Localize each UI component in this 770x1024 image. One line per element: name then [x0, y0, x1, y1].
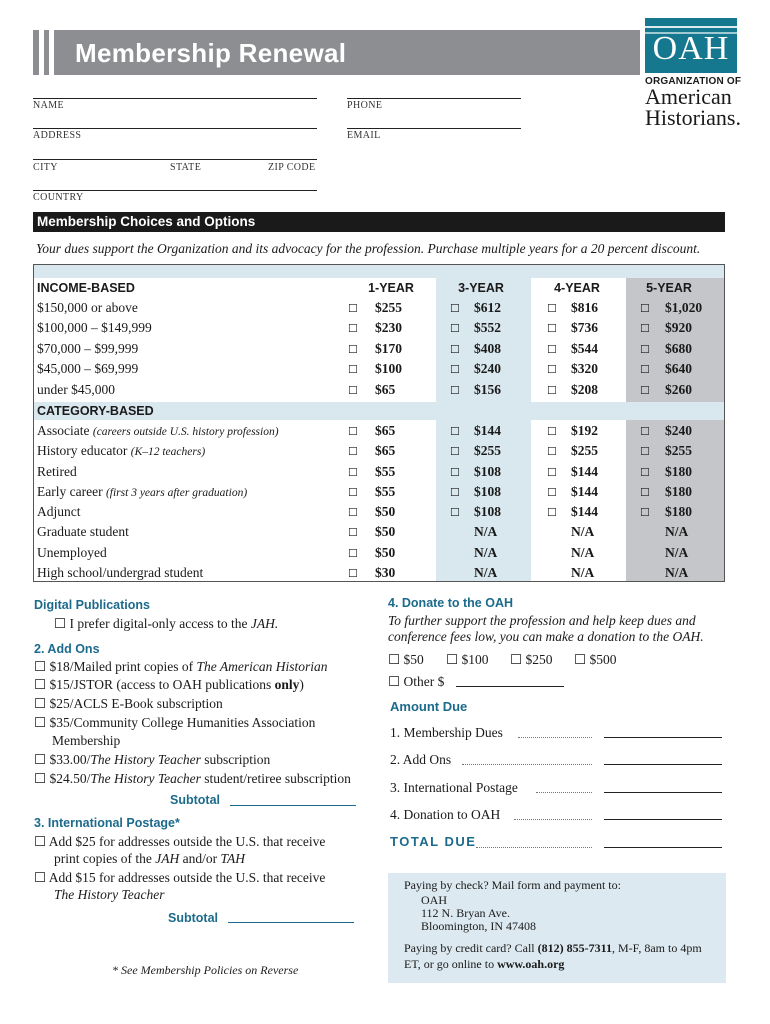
- price-cell: $255: [375, 300, 402, 315]
- intl-jah: JAH: [155, 851, 180, 866]
- checkbox-income-3-2[interactable]: ☐: [547, 364, 557, 376]
- checkbox-category-2-0[interactable]: ☐: [348, 467, 358, 479]
- intro-text: Your dues support the Organization and its advocacy for the profession. Purchase multiple years for a 20 percent discount.: [36, 241, 701, 256]
- addon-text: ): [299, 677, 304, 692]
- checkbox-category-2-2[interactable]: ☐: [547, 467, 557, 479]
- checkbox-category-4-0[interactable]: ☐: [348, 507, 358, 519]
- policies-footnote: * See Membership Policies on Reverse: [112, 963, 299, 977]
- addon-history-teacher[interactable]: [34, 752, 270, 768]
- price-cell: $144: [571, 484, 598, 499]
- intl-postage-heading: 3. International Postage*: [34, 816, 180, 830]
- intl-subtotal-label: Subtotal: [168, 911, 218, 925]
- price-cell: $50: [375, 524, 396, 539]
- price-cell: $144: [571, 504, 598, 519]
- title-stripe: [49, 30, 54, 75]
- digital-option-jah: JAH.: [250, 616, 279, 631]
- addon-text: ☐ $24.50/: [34, 771, 91, 786]
- leader-dots: [476, 847, 592, 848]
- checkbox-category-1-0[interactable]: ☐: [348, 446, 358, 458]
- addon-only: only: [274, 677, 300, 692]
- price-na: N/A: [474, 565, 498, 580]
- mail-address-line3: Bloomington, IN 47408: [421, 919, 537, 933]
- price-cell: $255: [571, 443, 598, 458]
- website-link[interactable]: www.oah.org: [497, 957, 565, 971]
- row-label-text: History educator: [37, 443, 128, 458]
- price-cell: $552: [474, 320, 501, 335]
- price-cell: $255: [474, 443, 501, 458]
- checkbox-income-2-1[interactable]: ☐: [450, 344, 460, 356]
- row-label-income-0: [37, 300, 138, 316]
- price-cell: $55: [375, 484, 396, 499]
- phone-field[interactable]: [347, 98, 521, 99]
- row-label-text: Unemployed: [37, 545, 107, 560]
- addon-text: student/retiree subscription: [200, 771, 351, 786]
- row-label-category-3: [37, 484, 247, 500]
- checkbox-income-4-2[interactable]: ☐: [547, 385, 557, 397]
- intl-text: and/or: [179, 851, 221, 866]
- row-label-note: (first 3 years after graduation): [105, 487, 248, 499]
- checkbox-category-4-1[interactable]: ☐: [450, 507, 460, 519]
- leader-dots: [514, 819, 592, 820]
- donate-heading: 4. Donate to the OAH: [388, 596, 514, 610]
- checkbox-income-3-0[interactable]: ☐: [348, 364, 358, 376]
- intl-postage-total-label: 3. International Postage: [390, 780, 518, 795]
- donation-total-label: 4. Donation to OAH: [390, 807, 501, 822]
- city-state-zip-field[interactable]: [33, 159, 317, 160]
- addon-acls[interactable]: ☐ $25/ACLS E-Book subscription: [34, 696, 223, 711]
- phone-label: PHONE: [347, 100, 383, 111]
- donate-text-line2: conference fees low, you can make a donation to the OAH.: [388, 629, 704, 644]
- donate-option-250[interactable]: ☐ $250: [510, 652, 553, 667]
- donate-other-field[interactable]: [456, 686, 564, 687]
- row-label-text: Retired: [37, 464, 77, 479]
- digital-option-text: ☐ I prefer digital-only access to the: [54, 616, 251, 631]
- row-label-text: Early career: [37, 484, 103, 499]
- checkbox-income-1-1[interactable]: ☐: [450, 323, 460, 335]
- state-label: STATE: [170, 162, 202, 173]
- intl-tah: TAH: [220, 851, 245, 866]
- price-na: N/A: [474, 545, 498, 560]
- zip-label: ZIP CODE: [268, 162, 316, 173]
- leader-dots: [518, 737, 592, 738]
- checkbox-category-0-1[interactable]: ☐: [450, 426, 460, 438]
- checkbox-category-3-1[interactable]: ☐: [450, 487, 460, 499]
- price-cell: $230: [375, 320, 402, 335]
- add-ons-total-field[interactable]: [604, 764, 722, 765]
- address-field[interactable]: [33, 128, 317, 129]
- price-cell: $260: [665, 382, 692, 397]
- email-field[interactable]: [347, 128, 521, 129]
- addon-text: ☐ $33.00/: [34, 752, 91, 767]
- price-na: N/A: [665, 565, 689, 580]
- addons-subtotal-label: Subtotal: [170, 793, 220, 807]
- add-ons-heading: 2. Add Ons: [34, 642, 100, 656]
- category-based-heading: CATEGORY-BASED: [37, 404, 154, 418]
- name-field[interactable]: [33, 98, 317, 99]
- checkbox-income-0-3[interactable]: ☐: [640, 303, 650, 315]
- row-label-category-5: [37, 524, 129, 540]
- addon-title: The American Historian: [196, 659, 328, 674]
- price-cell: $108: [474, 464, 501, 479]
- intl-option-25[interactable]: ☐ Add $25 for addresses outside the U.S. that receive: [34, 834, 326, 849]
- checkbox-income-1-2[interactable]: ☐: [547, 323, 557, 335]
- price-cell: $208: [571, 382, 598, 397]
- city-label: CITY: [33, 162, 58, 173]
- row-label-category-2: [37, 464, 77, 480]
- donate-text-line1: To further support the profession and help keep dues and: [388, 613, 696, 628]
- logo-historians: Historians.: [645, 105, 741, 130]
- row-label-category-1: [37, 443, 205, 459]
- checkbox-category-3-0[interactable]: ☐: [348, 487, 358, 499]
- checkbox-category-7-0[interactable]: ☐: [348, 568, 358, 580]
- price-na: N/A: [571, 545, 595, 560]
- checkbox-income-4-0[interactable]: ☐: [348, 385, 358, 397]
- price-cell: $108: [474, 484, 501, 499]
- price-cell: $640: [665, 361, 692, 376]
- donate-option-50[interactable]: ☐ $50: [388, 652, 424, 667]
- checkbox-category-4-2[interactable]: ☐: [547, 507, 557, 519]
- intl-postage-total-field[interactable]: [604, 792, 722, 793]
- price-cell: $170: [375, 341, 402, 356]
- checkbox-income-0-2[interactable]: ☐: [547, 303, 557, 315]
- mail-address-line2: 112 N. Bryan Ave.: [421, 906, 510, 920]
- price-cell: $100: [375, 361, 402, 376]
- row-label-income-3: [37, 361, 138, 377]
- checkbox-category-3-3[interactable]: ☐: [640, 487, 650, 499]
- checkbox-category-3-2[interactable]: ☐: [547, 487, 557, 499]
- price-cell: $680: [665, 341, 692, 356]
- check-instructions: Paying by check? Mail form and payment to:: [404, 878, 621, 892]
- title-stripe: [39, 30, 44, 75]
- price-cell: $612: [474, 300, 501, 315]
- checkbox-income-2-0[interactable]: ☐: [348, 344, 358, 356]
- addon-history-teacher-student[interactable]: [34, 771, 351, 787]
- row-label-note: (K–12 teachers): [130, 446, 206, 458]
- price-na: N/A: [571, 524, 595, 539]
- addon-text: ☐ $18/Mailed print copies of: [34, 659, 197, 674]
- checkbox-income-4-3[interactable]: ☐: [640, 385, 650, 397]
- add-ons-total-label: 2. Add Ons: [390, 752, 452, 767]
- row-label-text: High school/undergrad student: [37, 565, 204, 580]
- price-cell: $180: [665, 464, 692, 479]
- checkbox-category-4-3[interactable]: ☐: [640, 507, 650, 519]
- page-title: Membership Renewal: [75, 38, 347, 68]
- card-text: Paying by credit card? Call: [404, 941, 538, 955]
- checkbox-income-2-2[interactable]: ☐: [547, 344, 557, 356]
- price-cell: $65: [375, 382, 396, 397]
- price-cell: $255: [665, 443, 692, 458]
- name-label: NAME: [33, 100, 65, 111]
- leader-dots: [462, 764, 592, 765]
- price-cell: $144: [474, 423, 501, 438]
- price-cell: $50: [375, 545, 396, 560]
- addon-jstor[interactable]: [34, 677, 304, 693]
- row-label-category-6: [37, 545, 107, 561]
- row-label-income-2: [37, 341, 138, 357]
- price-cell: $180: [665, 504, 692, 519]
- country-label: COUNTRY: [33, 192, 84, 203]
- checkbox-category-1-2[interactable]: ☐: [547, 446, 557, 458]
- checkbox-category-0-0[interactable]: ☐: [348, 426, 358, 438]
- row-label-income-1: [37, 320, 152, 336]
- address-label: ADDRESS: [33, 130, 82, 141]
- logo-abbr: OAH: [652, 30, 730, 67]
- checkbox-income-2-3[interactable]: ☐: [640, 344, 650, 356]
- price-cell: $108: [474, 504, 501, 519]
- price-na: N/A: [665, 545, 689, 560]
- checkbox-income-4-1[interactable]: ☐: [450, 385, 460, 397]
- price-cell: $408: [474, 341, 501, 356]
- donate-option-100[interactable]: ☐ $100: [446, 652, 489, 667]
- price-cell: $50: [375, 504, 396, 519]
- card-text: , M-F, 8am to 4pm: [611, 941, 702, 955]
- price-na: N/A: [571, 565, 595, 580]
- addons-subtotal-field[interactable]: [230, 805, 356, 806]
- row-label-text: $70,000 – $99,999: [37, 341, 139, 356]
- online-text: ET, or go online to: [404, 957, 498, 971]
- row-label-text: under $45,000: [37, 382, 115, 397]
- checkbox-income-1-3[interactable]: ☐: [640, 323, 650, 335]
- addon-print-copies[interactable]: [34, 659, 327, 675]
- price-cell: $1,020: [665, 300, 703, 315]
- membership-dues-label: 1. Membership Dues: [390, 725, 503, 740]
- row-label-text: Adjunct: [37, 504, 81, 519]
- checkbox-income-1-0[interactable]: ☐: [348, 323, 358, 335]
- logo-american: American: [645, 84, 732, 109]
- price-cell: $144: [571, 464, 598, 479]
- checkbox-category-1-3[interactable]: ☐: [640, 446, 650, 458]
- addon-title: The History Teacher: [90, 752, 201, 767]
- price-cell: $816: [571, 300, 598, 315]
- price-cell: $320: [571, 361, 598, 376]
- row-label-text: $150,000 or above: [37, 300, 138, 315]
- column-header-3-year: 3-YEAR: [458, 281, 504, 295]
- column-header-1-year: 1-YEAR: [368, 281, 414, 295]
- price-cell: $65: [375, 443, 396, 458]
- checkbox-category-2-3[interactable]: ☐: [640, 467, 650, 479]
- checkbox-category-1-1[interactable]: ☐: [450, 446, 460, 458]
- intl-option-25-cont: [54, 851, 245, 867]
- addon-text: ☐ $15/JSTOR (access to OAH publications: [34, 677, 275, 692]
- price-cell: $156: [474, 382, 501, 397]
- phone-number: (812) 855-7311: [537, 941, 612, 955]
- price-cell: $192: [571, 423, 598, 438]
- price-na: N/A: [474, 524, 498, 539]
- total-due-field[interactable]: [604, 847, 722, 848]
- row-label-category-0: [37, 423, 279, 439]
- row-label-text: $100,000 – $149,999: [37, 320, 152, 335]
- checkbox-income-0-1[interactable]: ☐: [450, 303, 460, 315]
- price-cell: $180: [665, 484, 692, 499]
- addon-title: The History Teacher: [90, 771, 201, 786]
- logo-org-line: ORGANIZATION OF: [645, 76, 742, 87]
- total-due-label: TOTAL DUE: [390, 834, 477, 849]
- donation-total-field[interactable]: [604, 819, 722, 820]
- checkbox-category-0-2[interactable]: ☐: [547, 426, 557, 438]
- donate-option-500[interactable]: ☐ $500: [574, 652, 617, 667]
- online-instructions: [404, 957, 564, 972]
- intl-option-15[interactable]: ☐ Add $15 for addresses outside the U.S. that receive: [34, 870, 326, 885]
- checkbox-category-2-1[interactable]: ☐: [450, 467, 460, 479]
- price-cell: $55: [375, 464, 396, 479]
- column-header-4-year: 4-YEAR: [554, 281, 600, 295]
- amount-due-heading: Amount Due: [390, 699, 468, 714]
- row-label-category-7: [37, 565, 203, 581]
- price-cell: $30: [375, 565, 396, 580]
- price-cell: $920: [665, 320, 692, 335]
- membership-dues-field[interactable]: [604, 737, 722, 738]
- checkbox-category-0-3[interactable]: ☐: [640, 426, 650, 438]
- section-title: Membership Choices and Options: [37, 214, 256, 229]
- row-label-text: $45,000 – $69,999: [37, 361, 139, 376]
- checkbox-income-3-3[interactable]: ☐: [640, 364, 650, 376]
- digital-publications-heading: Digital Publications: [34, 598, 150, 612]
- price-cell: $240: [474, 361, 501, 376]
- country-field[interactable]: [33, 190, 317, 191]
- income-based-heading: INCOME-BASED: [37, 281, 135, 295]
- checkbox-category-5-0[interactable]: ☐: [348, 527, 358, 539]
- checkbox-income-0-0[interactable]: ☐: [348, 303, 358, 315]
- price-cell: $544: [571, 341, 598, 356]
- row-label-note: (careers outside U.S. history profession): [92, 426, 279, 438]
- donate-option-other[interactable]: ☐ Other $: [388, 674, 445, 689]
- mail-address-line1: OAH: [421, 893, 447, 907]
- email-label: EMAIL: [347, 130, 381, 141]
- digital-only-option[interactable]: [54, 616, 278, 632]
- intl-subtotal-field[interactable]: [228, 922, 354, 923]
- price-cell: $65: [375, 423, 396, 438]
- addon-text: subscription: [200, 752, 271, 767]
- column-header-5-year: 5-YEAR: [646, 281, 692, 295]
- price-cell: $240: [665, 423, 692, 438]
- credit-card-instructions: [404, 941, 702, 956]
- row-label-category-4: [37, 504, 81, 520]
- addon-community-college-cont: Membership: [52, 733, 121, 748]
- price-na: N/A: [665, 524, 689, 539]
- checkbox-income-3-1[interactable]: ☐: [450, 364, 460, 376]
- intl-option-15-cont: The History Teacher: [54, 887, 165, 902]
- intl-text: print copies of the: [54, 851, 156, 866]
- price-cell: $736: [571, 320, 598, 335]
- addon-community-college[interactable]: ☐ $35/Community College Humanities Association: [34, 715, 316, 730]
- checkbox-category-6-0[interactable]: ☐: [348, 548, 358, 560]
- row-label-text: Graduate student: [37, 524, 129, 539]
- row-label-income-4: [37, 382, 115, 398]
- leader-dots: [536, 792, 592, 793]
- row-label-text: Associate: [37, 423, 90, 438]
